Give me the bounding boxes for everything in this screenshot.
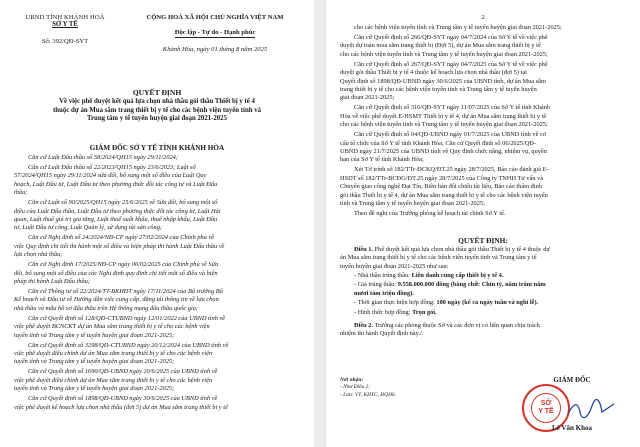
bullet-label: - Nhà thầu trúng thầu:	[354, 272, 412, 279]
paragraph-line: Căn cứ Quyết định số 1898/QĐ-UBND ngày 30/6/2025 của UBND tỉnh về	[28, 395, 218, 403]
signer-name: Lê Văn Khoa	[552, 424, 592, 432]
bullet-label: - Thời gian thực hiện hợp đồng:	[354, 299, 437, 307]
paragraph-line: Kế hoạch và Đầu tư về Hướng dẫn việc cung cấp, đăng tải thông tin về lựa chọn	[14, 296, 219, 304]
paragraph-line: 57/2024/QH15 ngày 29/11/2024 sửa đổi, bổ sung một số điều của Luật Quy	[14, 172, 207, 180]
bullet-price	[340, 281, 628, 289]
award-details	[340, 272, 628, 317]
bullet-winner	[340, 272, 628, 280]
article-1-line: án Mua sắm trang thiết bị y tế cho các bệnh viện tuyến tỉnh và Trung tâm y tế	[340, 254, 537, 262]
place-date: Khánh Hòa, ngày 01 tháng 8 năm 2025	[162, 46, 268, 53]
recipients	[340, 377, 490, 399]
paragraph	[340, 61, 628, 103]
paragraph-line: việc phê duyệt điều chỉnh dự án Mua sắm trang thiết bị y tế cho các bệnh viện	[14, 350, 213, 357]
paragraph	[14, 199, 304, 233]
authority-heading: GIÁM ĐỐC SỞ Y TẾ TỈNH KHÁNH HÒA	[89, 144, 225, 152]
org-line-1: UBND TỈNH KHÁNH HOÀ	[25, 14, 105, 21]
paragraph-line: gói thầu Thiết bị y tế 4, dự án Mua sắm trang thiết bị y tế cho các bệnh viện tuyến	[340, 191, 548, 199]
paragraph-line: hoạch, Luật Đầu tư, Luật Đầu tư theo phương thức đối tác công tư và Luật Đấu	[14, 180, 218, 188]
paragraph-line: Theo đề nghị của Trưởng phòng kế hoạch tài chính Sở Y tế.	[354, 210, 506, 217]
bullet-value: 100 ngày (kể cả ngày tuần và nghỉ lễ).	[436, 299, 539, 307]
paragraph-line: quan, Luật thuế giá trị gia tăng, Luật thuế xuất khẩu, thuế nhập khẩu, Luật Đầu	[14, 216, 218, 223]
handwritten-signature	[566, 398, 616, 420]
article-1-text: Phê duyệt kết quả lựa chọn nhà thầu gói thầu Thiết bị y tế 4 thuộc dự	[373, 246, 550, 253]
national-motto	[122, 14, 308, 53]
paragraph-line: cho các bệnh viện tuyến tỉnh và Trung tâm y tế tuyến huyện giai đoạn 2021-2025;	[340, 50, 548, 58]
nation-line-2: Độc lập - Tự do - Hạnh phúc	[174, 29, 256, 36]
document-header	[0, 14, 314, 54]
paragraph-line: cho các bệnh viện tuyến tỉnh và Trung tâm y tế tuyến huyện giai đoạn 2021-2025;	[354, 24, 562, 31]
paragraph-line: Căn cứ Nghị định số 24/2024/NĐ-CP ngày 27/02/2024 của Chính phủ về	[28, 234, 215, 242]
document-page-1	[0, 0, 314, 447]
paragraph	[340, 131, 628, 165]
article-1-line: tuyến huyện giai đoạn 2021-2025 như sau:	[340, 262, 449, 270]
paragraph-line: việc phê duyệt BCNCKT dự án Mua sắm trang thiết bị y tế cho các bệnh viện	[14, 323, 210, 331]
subject-line: thuộc dự án Mua sắm trang thiết bị y tế cho các bệnh viện tuyến tỉnh và	[53, 106, 261, 114]
paragraph-line: tư, Luật Đầu tư công, Luật Quản lý, sử dụng tài sản công;	[14, 224, 163, 232]
article-2-line: nhiệm thi hành Quyết định này./.	[340, 330, 424, 338]
paragraph-line: Căn cứ Quyết định số 04/QĐ-UBND ngày 01/7/2025 của UBND tỉnh về cơ	[354, 131, 547, 139]
page-number: 2	[481, 14, 485, 21]
paragraph-line: hạn của Sở Y tế tỉnh Khánh Hòa;	[340, 156, 424, 164]
paragraph-line: trang thiết bị y tế cho các bệnh viện tuyến tỉnh và Trung tâm y tế tuyến huyện	[340, 86, 537, 94]
paragraph-line: tuyến tỉnh và Trung tâm y tế tuyến huyện giai đoạn 2021-2025;	[14, 358, 175, 366]
paragraph-line: tuyến tỉnh và Trung tâm y tế tuyến huyện giai đoạn 2021-2025;	[14, 385, 175, 393]
bullet-value: 9.558.000.000 đồng (bằng chữ: Chín tỷ, năm trăm năm	[397, 281, 546, 289]
paragraph-line: duyệt dự toán mua sắm trang thiết bị (Đợt 5), dự án Mua sắm trang thiết bị y tế	[340, 42, 541, 50]
paragraph	[340, 104, 628, 129]
article-2-text: Trưởng các phòng thuộc Sở và các đơn vị có liên quan chịu trách	[373, 322, 540, 329]
article-2-label: Điều 2.	[354, 322, 374, 329]
paragraph	[340, 210, 628, 218]
stamp-center	[531, 393, 561, 423]
bullet-label: - Giá trúng thầu:	[354, 281, 398, 289]
paragraph-line: tỉnh và Trung tâm y tế tuyến huyện giai đoạn 2021-2025;	[340, 200, 485, 208]
paragraph-line: việc phê duyệt điều chỉnh dự án Mua sắm trang thiết bị y tế cho các bệnh viện	[14, 376, 213, 384]
paragraph-line: Căn cứ Quyết định số 1690/QĐ-UBND ngày 20/6/2025 của UBND tỉnh về	[28, 368, 218, 376]
document-page-2	[326, 0, 640, 447]
paragraph-line: giai đoạn 2021-2025;	[340, 94, 395, 102]
paragraph-line: việc Quy định chi tiết thi hành một số điều và biện pháp thi hành Luật Đấu thầu về	[14, 242, 225, 250]
paragraph-line: cấu tổ chức của Sở Y tế tỉnh Khánh Hòa; Căn cứ Quyết định số 06/2025/QĐ-	[340, 139, 536, 147]
document-title: QUYẾT ĐỊNH	[132, 88, 182, 97]
signer-title: GIÁM ĐỐC	[553, 376, 591, 384]
decision-heading: QUYẾT ĐỊNH:	[458, 236, 508, 245]
bullet-contract-type	[340, 309, 628, 317]
paragraph-line: lựa chọn nhà thầu;	[14, 251, 63, 259]
paragraph-line: tuyến tỉnh và Trung tâm y tế tuyến huyện giai đoạn 2021-2025;	[14, 331, 175, 339]
page-gap	[314, 0, 326, 447]
recipient-item: - Lưu: VT, KHTC, ĐQH6.	[340, 391, 397, 398]
paragraph	[14, 315, 304, 340]
paragraph-line: Căn cứ Quyết định số 128/QĐ-CTUBND ngày 12/01/2022 của UBND tỉnh về	[28, 314, 226, 322]
subject-line: Trung tâm y tế tuyến huyện giai đoạn 2021-2025	[87, 115, 227, 122]
paragraph-line: Quyết định số 1898/QĐ-UBND ngày 30/6/2025 của UBND tỉnh, dự án Mua sắm	[340, 77, 546, 85]
bullet-price-cont	[340, 290, 628, 298]
article-1	[340, 246, 628, 271]
document-number: Số: 392/QĐ-SYT	[41, 38, 89, 45]
issuing-authority	[10, 14, 120, 45]
paragraph-line: Căn cứ Thông tư số 22/2024/TT-BKHĐT ngày 17/11/2024 của Bộ trưởng Bộ	[28, 288, 223, 295]
article-1-label: Điều 1.	[354, 246, 374, 253]
paragraph-line: nhà thầu và mẫu hồ sơ đấu thầu trên Hệ thống mạng đấu thầu quốc gia;	[14, 304, 198, 312]
paragraph-line: Căn cứ Quyết định số 316/QĐ-SYT ngày 11/07/2025 của Sở Y tế tỉnh Khánh	[354, 104, 551, 112]
paragraph	[340, 34, 628, 59]
paragraph-line: Căn cứ Luật số 90/2025/QH15 ngày 25/6/2025 về Sửa đổi, bổ sung một số	[28, 199, 218, 207]
article-1-line	[340, 246, 628, 254]
paragraph	[14, 342, 304, 367]
paragraph-line: HSDT số 182/TTr-BCĐG/ĐT.25 ngày 28/7/2025 của Công ty TNHH Tư vấn và	[340, 174, 544, 182]
paragraph-line: cho các bệnh viện tuyến tỉnh và Trung tâm y tế tuyến huyện giai đoạn 2021-2025;	[340, 121, 548, 129]
paragraph-line: Căn cứ Quyết định số 3298/QĐ-CTUBND ngày 20/12/2024 của UBND tỉnh về	[28, 341, 229, 349]
paragraph-line: Căn cứ Quyết định số 267/QĐ-SYT ngày 04/7/2025 của Sở Y tế về việc phê	[354, 60, 548, 68]
stamp-text: Y TẾ	[538, 408, 554, 415]
paragraph-line: Căn cứ Luật Đấu thầu số 58/2024/QH15 ngày 29/11/2024;	[28, 154, 178, 161]
paragraph	[340, 24, 628, 32]
bullet-value: Trọn gói.	[412, 308, 437, 316]
nation-line-1: CỘNG HOÀ XÃ HỘI CHỦ NGHĨA VIỆT NAM	[146, 14, 284, 21]
document-subject	[14, 98, 300, 124]
bullet-duration	[340, 299, 628, 307]
paragraph-line: Chuyển giao công nghệ Đạt Tín, Biên bản đối chiếu tài liệu, Báo cáo thẩm định	[340, 183, 542, 191]
paragraph	[14, 395, 304, 412]
paragraph-line: pháp thi hành Luật Đấu thầu;	[14, 278, 90, 285]
paragraph	[340, 166, 628, 208]
paragraph	[14, 368, 304, 393]
paragraph-line: Xét Tờ trình số 182/TTr-ĐCKQ/ĐT.25 ngày 28/7/2025, Báo cáo đánh giá E-	[354, 166, 549, 174]
paragraph-line: việc phê duyệt kế hoạch lựa chọn nhà thầu (đợt 5) dự án Mua sắm trang thiết bị y tế	[14, 403, 228, 411]
paragraph	[14, 164, 304, 198]
paragraph-line: điều của Luật Đấu thầu, Luật Đầu tư theo phương thức đối tác công tư, Luật Hải	[14, 207, 221, 215]
article-2-line	[340, 322, 628, 330]
paragraph	[14, 261, 304, 286]
paragraph-line: Hòa về việc phê duyệt E-HSMT Thiết bị y tế 4, dự án Mua sắm trang thiết bị y tế	[340, 112, 547, 120]
paragraph-line: Căn cứ Luật Đấu thầu số 22/2023/QH15 ngày 23/6/2023; Luật số	[28, 164, 196, 171]
subject-line: Về việc phê duyệt kết quả lựa chọn nhà thầu gói thầu Thiết bị y tế 4	[59, 98, 255, 105]
paragraph	[14, 288, 304, 313]
paragraph-line: Căn cứ Quyết định số 266/QĐ-SYT ngày 04/7/2024 của Sở Y tế về việc phê	[354, 34, 548, 41]
paragraph-line: thầu;	[14, 189, 28, 197]
stamp-text: SỞ	[540, 400, 552, 407]
bullet-value: mươi tám triệu đồng).	[354, 289, 414, 297]
bullet-label: - Hình thức hợp đồng:	[354, 308, 413, 316]
paragraph	[14, 154, 304, 162]
recipients-heading: Nơi nhận:	[340, 377, 364, 383]
article-2	[340, 322, 628, 339]
bullet-value: Liên danh cung cấp thiết bị y tế 4.	[411, 272, 504, 279]
paragraph-line: đổi, bổ sung một số điều của các Nghị định quy định chi tiết một số điều và biện	[14, 269, 218, 277]
recipient-item: - Như Điều 2;	[340, 384, 371, 391]
paragraph-line: duyệt gói thầu Thiết bị y tế 4 thuộc kế hoạch lựa chọn nhà thầu (đợt 5) tại	[340, 69, 527, 77]
paragraph-line: UBND ngày 21/7/2025 của UBND tỉnh về Quy định chức năng, nhiệm vụ, quyền	[340, 148, 547, 155]
paragraph-line: Căn cứ Nghị định 17/2025/NĐ-CP ngày 06/02/2025 của Chính phủ về Sửa	[28, 261, 219, 269]
org-line-2: SỞ Y TẾ	[52, 21, 78, 28]
paragraph	[14, 234, 304, 259]
